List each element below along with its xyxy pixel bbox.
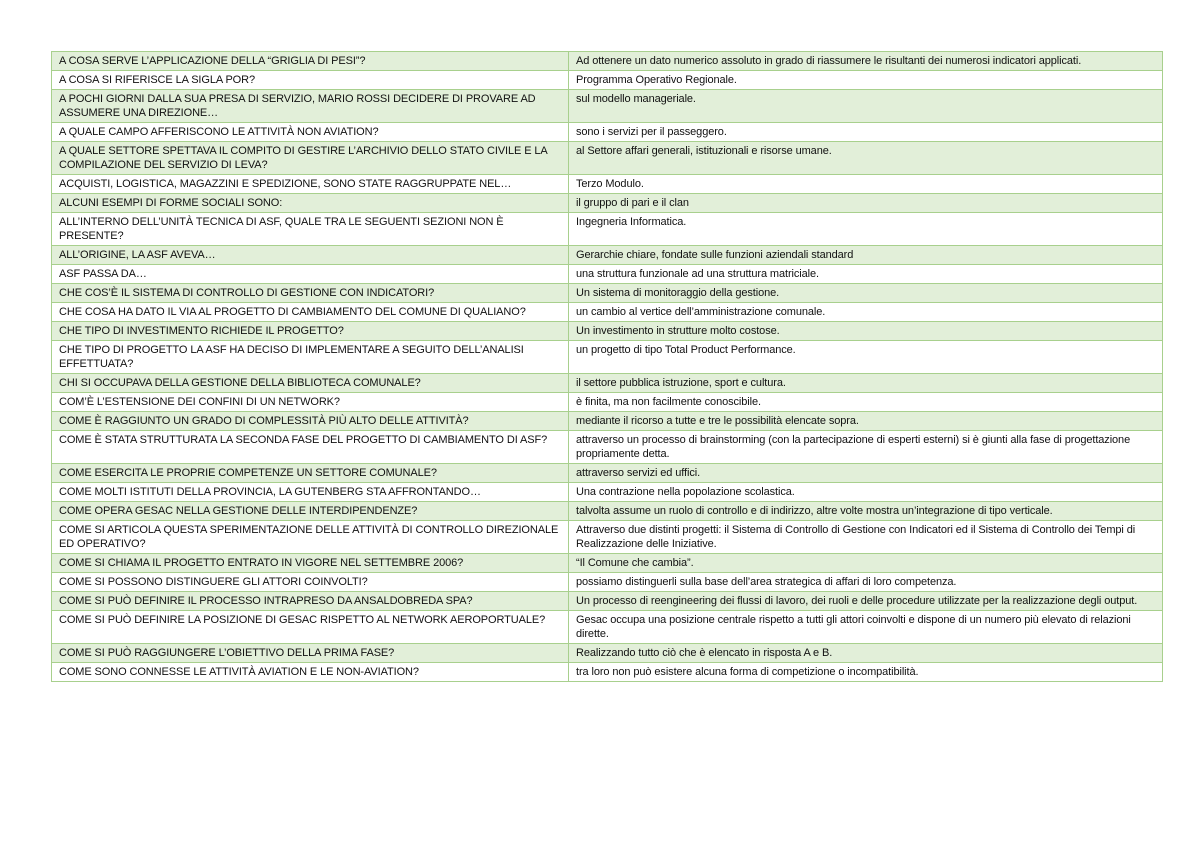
answer-cell: Terzo Modulo. [569, 175, 1163, 194]
question-cell: COME SI PUÒ RAGGIUNGERE L’OBIETTIVO DELLA PRIMA FASE? [52, 644, 569, 663]
table-row [52, 123, 1163, 142]
table-row [52, 175, 1163, 194]
document-page [51, 51, 1161, 682]
question-cell: COME È STATA STRUTTURATA LA SECONDA FASE DEL PROGETTO DI CAMBIAMENTO DI ASF? [52, 431, 569, 464]
answer-cell: sul modello manageriale. [569, 90, 1163, 123]
answer-cell: Attraverso due distinti progetti: il Sistema di Controllo di Gestione con Indicatori ed il Sistema di Controllo dei Tempi di Realizzazione delle Iniziative. [569, 521, 1163, 554]
answer-cell: Realizzando tutto ciò che è elencato in risposta A e B. [569, 644, 1163, 663]
table-row [52, 90, 1163, 123]
table-row [52, 322, 1163, 341]
question-cell: ALCUNI ESEMPI DI FORME SOCIALI SONO: [52, 194, 569, 213]
question-cell: COME ESERCITA LE PROPRIE COMPETENZE UN SETTORE COMUNALE? [52, 464, 569, 483]
question-cell: ACQUISTI, LOGISTICA, MAGAZZINI E SPEDIZIONE, SONO STATE RAGGRUPPATE NEL… [52, 175, 569, 194]
answer-cell: possiamo distinguerli sulla base dell’area strategica di affari di loro competenza. [569, 573, 1163, 592]
answer-cell: è finita, ma non facilmente conoscibile. [569, 393, 1163, 412]
answer-cell: un cambio al vertice dell’amministrazione comunale. [569, 303, 1163, 322]
question-cell: CHE COSA HA DATO IL VIA AL PROGETTO DI CAMBIAMENTO DEL COMUNE DI QUALIANO? [52, 303, 569, 322]
answer-cell: una struttura funzionale ad una struttura matriciale. [569, 265, 1163, 284]
question-cell: CHE TIPO DI INVESTIMENTO RICHIEDE IL PROGETTO? [52, 322, 569, 341]
table-row [52, 374, 1163, 393]
answer-cell: Ingegneria Informatica. [569, 213, 1163, 246]
question-cell: A COSA SI RIFERISCE LA SIGLA POR? [52, 71, 569, 90]
question-cell: COME MOLTI ISTITUTI DELLA PROVINCIA, LA GUTENBERG STA AFFRONTANDO… [52, 483, 569, 502]
question-cell: ALL’INTERNO DELL’UNITÀ TECNICA DI ASF, QUALE TRA LE SEGUENTI SEZIONI NON È PRESENTE? [52, 213, 569, 246]
table-row [52, 521, 1163, 554]
question-cell: ALL’ORIGINE, LA ASF AVEVA… [52, 246, 569, 265]
qa-table [51, 51, 1163, 682]
answer-cell: Gesac occupa una posizione centrale rispetto a tutti gli attori coinvolti e dispone di un numero più elevato di relazioni dirette. [569, 611, 1163, 644]
answer-cell: Ad ottenere un dato numerico assoluto in grado di riassumere le risultanti dei numerosi indicatori applicati. [569, 52, 1163, 71]
table-row [52, 71, 1163, 90]
table-row [52, 265, 1163, 284]
table-row [52, 341, 1163, 374]
answer-cell: mediante il ricorso a tutte e tre le possibilità elencate sopra. [569, 412, 1163, 431]
table-row [52, 246, 1163, 265]
answer-cell: attraverso un processo di brainstorming (con la partecipazione di esperti esterni) si è giunti alla fase di progettazione propriamente detta. [569, 431, 1163, 464]
question-cell: COME SI ARTICOLA QUESTA SPERIMENTAZIONE DELLE ATTIVITÀ DI CONTROLLO DIREZIONALE ED OPERATIVO? [52, 521, 569, 554]
table-row [52, 194, 1163, 213]
question-cell: COME SI PUÒ DEFINIRE IL PROCESSO INTRAPRESO DA ANSALDOBREDA SPA? [52, 592, 569, 611]
table-row [52, 663, 1163, 682]
answer-cell: il gruppo di pari e il clan [569, 194, 1163, 213]
table-row [52, 431, 1163, 464]
question-cell: COME OPERA GESAC NELLA GESTIONE DELLE INTERDIPENDENZE? [52, 502, 569, 521]
table-row [52, 52, 1163, 71]
answer-cell: Gerarchie chiare, fondate sulle funzioni aziendali standard [569, 246, 1163, 265]
answer-cell: talvolta assume un ruolo di controllo e di indirizzo, altre volte mostra un’integrazione di tipo verticale. [569, 502, 1163, 521]
qa-table-body [52, 52, 1163, 682]
question-cell: CHE TIPO DI PROGETTO LA ASF HA DECISO DI IMPLEMENTARE A SEGUITO DELL’ANALISI EFFETTUATA? [52, 341, 569, 374]
answer-cell: “Il Comune che cambia”. [569, 554, 1163, 573]
table-row [52, 213, 1163, 246]
answer-cell: Una contrazione nella popolazione scolastica. [569, 483, 1163, 502]
table-row [52, 573, 1163, 592]
table-row [52, 303, 1163, 322]
answer-cell: tra loro non può esistere alcuna forma di competizione o incompatibilità. [569, 663, 1163, 682]
answer-cell: Un processo di reengineering dei flussi di lavoro, dei ruoli e delle procedure utilizzate per la realizzazione degli output. [569, 592, 1163, 611]
table-row [52, 464, 1163, 483]
question-cell: CHI SI OCCUPAVA DELLA GESTIONE DELLA BIBLIOTECA COMUNALE? [52, 374, 569, 393]
question-cell: A QUALE SETTORE SPETTAVA IL COMPITO DI GESTIRE L’ARCHIVIO DELLO STATO CIVILE E LA COMPILAZIONE DEL SERVIZIO DI LEVA? [52, 142, 569, 175]
table-row [52, 502, 1163, 521]
question-cell: A QUALE CAMPO AFFERISCONO LE ATTIVITÀ NON AVIATION? [52, 123, 569, 142]
question-cell: COME SI PUÒ DEFINIRE LA POSIZIONE DI GESAC RISPETTO AL NETWORK AEROPORTUALE? [52, 611, 569, 644]
answer-cell: sono i servizi per il passeggero. [569, 123, 1163, 142]
question-cell: COME SONO CONNESSE LE ATTIVITÀ AVIATION E LE NON-AVIATION? [52, 663, 569, 682]
table-row [52, 554, 1163, 573]
answer-cell: al Settore affari generali, istituzionali e risorse umane. [569, 142, 1163, 175]
question-cell: COME SI POSSONO DISTINGUERE GLI ATTORI COINVOLTI? [52, 573, 569, 592]
answer-cell: Un investimento in strutture molto costose. [569, 322, 1163, 341]
table-row [52, 483, 1163, 502]
answer-cell: Un sistema di monitoraggio della gestione. [569, 284, 1163, 303]
question-cell: CHE COS’È IL SISTEMA DI CONTROLLO DI GESTIONE CON INDICATORI? [52, 284, 569, 303]
answer-cell: il settore pubblica istruzione, sport e cultura. [569, 374, 1163, 393]
question-cell: A POCHI GIORNI DALLA SUA PRESA DI SERVIZIO, MARIO ROSSI DECIDERE DI PROVARE AD ASSUMERE UNA DIREZIONE… [52, 90, 569, 123]
table-row [52, 412, 1163, 431]
table-row [52, 284, 1163, 303]
question-cell: COME SI CHIAMA IL PROGETTO ENTRATO IN VIGORE NEL SETTEMBRE 2006? [52, 554, 569, 573]
question-cell: ASF PASSA DA… [52, 265, 569, 284]
table-row [52, 592, 1163, 611]
question-cell: A COSA SERVE L’APPLICAZIONE DELLA “GRIGLIA DI PESI”? [52, 52, 569, 71]
answer-cell: attraverso servizi ed uffici. [569, 464, 1163, 483]
table-row [52, 644, 1163, 663]
answer-cell: un progetto di tipo Total Product Performance. [569, 341, 1163, 374]
question-cell: COM’È L’ESTENSIONE DEI CONFINI DI UN NETWORK? [52, 393, 569, 412]
answer-cell: Programma Operativo Regionale. [569, 71, 1163, 90]
table-row [52, 393, 1163, 412]
question-cell: COME È RAGGIUNTO UN GRADO DI COMPLESSITÀ PIÙ ALTO DELLE ATTIVITÀ? [52, 412, 569, 431]
table-row [52, 142, 1163, 175]
table-row [52, 611, 1163, 644]
